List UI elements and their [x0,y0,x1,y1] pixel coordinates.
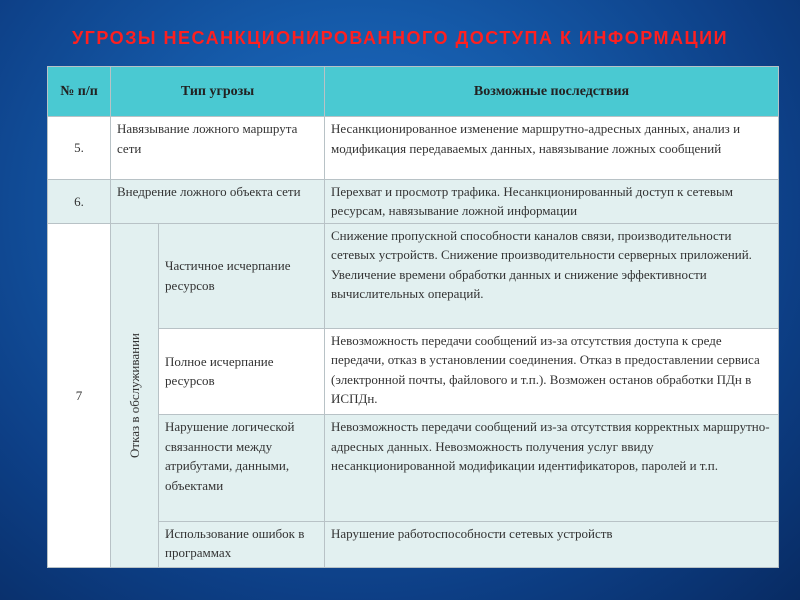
header-threat-type: Тип угрозы [111,67,325,117]
slide-title: УГРОЗЫ НЕСАНКЦИОНИРОВАННОГО ДОСТУПА К ИНФОРМАЦИИ [71,28,729,48]
category-cell [111,223,159,567]
consequences-cell: Невозможность передачи сообщений из-за отсутствия доступа к среде передачи, отказ в установлении соединения. Отказ в предоставлении сервиса (электронной почты, файлового и т.п.). Возможен останов обработки ПДн в ИСПДн. [325,328,779,415]
threat-type-cell: Полное исчерпание ресурсов [159,328,325,415]
row-number: 7 [48,223,111,567]
threats-table-container [47,66,778,568]
consequences-cell: Нарушение работоспособности сетевых устройств [325,521,779,567]
threat-type-cell: Частичное исчерпание ресурсов [159,223,325,328]
consequences-cell: Несанкционированное изменение маршрутно-адресных данных, анализ и модификация передаваемых данных, навязывание ложных сообщений [325,117,779,179]
threat-type-cell: Использование ошибок в программах [159,521,325,567]
header-number: № п/п [48,67,111,117]
threat-type-cell: Внедрение ложного объекта сети [111,179,325,223]
threats-table [47,66,779,568]
threat-type-cell: Нарушение логической связанности между атрибутами, данными, объектами [159,415,325,522]
consequences-cell: Перехват и просмотр трафика. Несанкционированный доступ к сетевым ресурсам, навязывание ложной информации [325,179,779,223]
table-row [48,223,779,328]
row-number: 5. [48,117,111,179]
consequences-cell: Невозможность передачи сообщений из-за отсутствия корректных маршрутно-адресных данных. Невозможность получения услуг ввиду несанкционированной модификации идентификаторов, паролей и т.п. [325,415,779,522]
table-row [48,179,779,223]
consequences-cell: Снижение пропускной способности каналов связи, производительности сетевых устройств. Снижение производительности серверных приложений. Увеличение времени обработки данных и снижение эффективности вычислительных операций. [325,223,779,328]
table-row [48,117,779,179]
row-number: 6. [48,179,111,223]
table-header-row [48,67,779,117]
threat-type-cell: Навязывание ложного маршрута сети [111,117,325,179]
category-label: Отказ в обслуживании [126,332,142,458]
header-consequences: Возможные последствия [325,67,779,117]
